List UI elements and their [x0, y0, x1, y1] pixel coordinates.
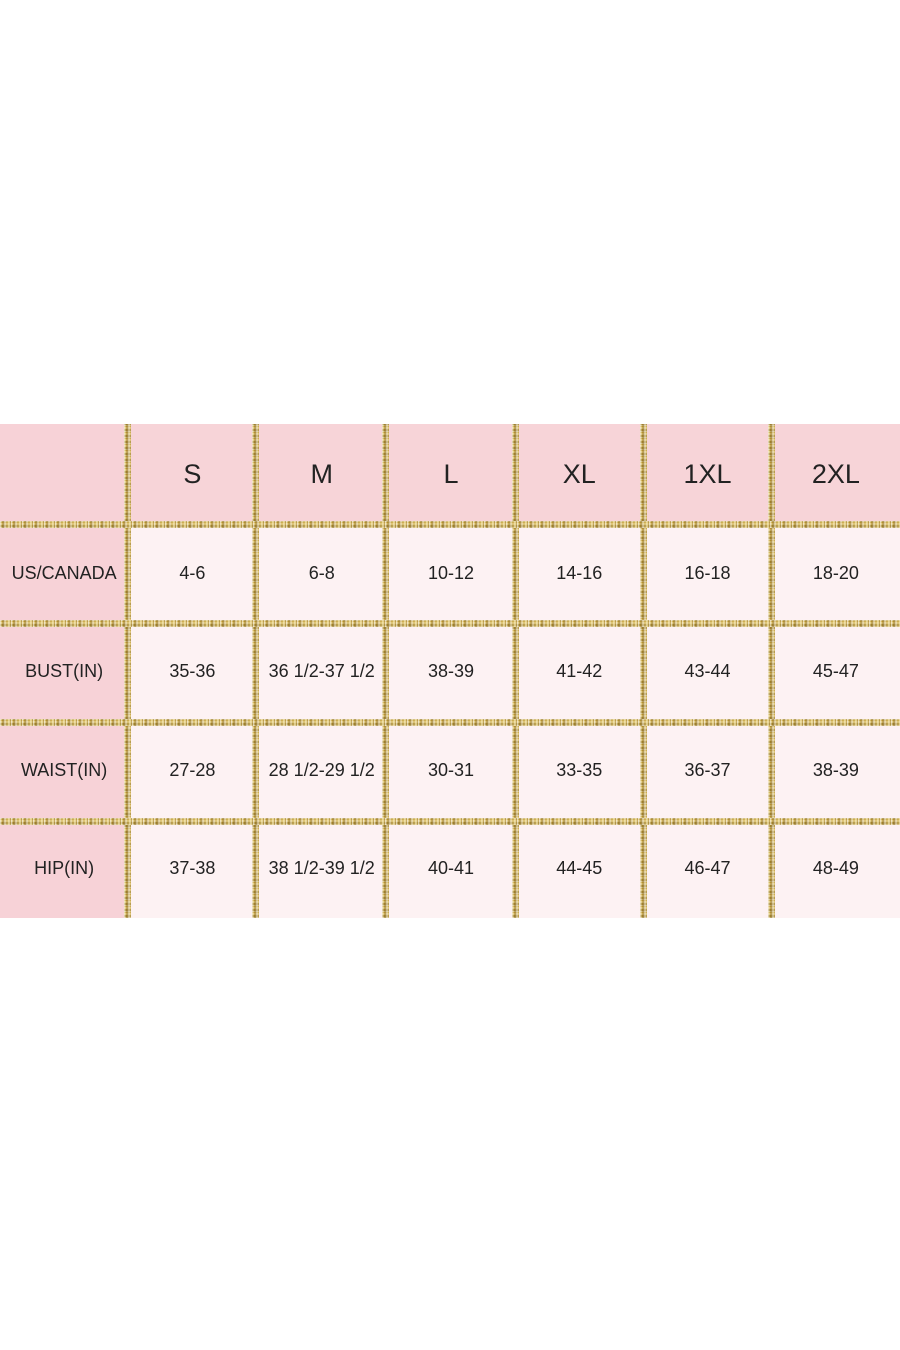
table-cell: 27-28: [128, 721, 256, 819]
table-cell: 33-35: [515, 721, 643, 819]
table-cell: 46-47: [643, 820, 771, 918]
table-cell: 38 1/2-39 1/2: [257, 820, 387, 918]
table-cell: 16-18: [643, 524, 771, 622]
table-cell: 28 1/2-29 1/2: [257, 721, 387, 819]
table-cell: 43-44: [643, 623, 771, 721]
table-header-row: [0, 424, 900, 524]
size-chart-container: [0, 424, 900, 918]
table-cell: 37-38: [128, 820, 256, 918]
column-header-size: S: [128, 424, 256, 524]
table-cell: 30-31: [387, 721, 515, 819]
table-cell: 10-12: [387, 524, 515, 622]
table-cell: 38-39: [772, 721, 900, 819]
table-cell: 6-8: [257, 524, 387, 622]
table-cell: 4-6: [128, 524, 256, 622]
table-row: [0, 721, 900, 819]
table-cell: 36 1/2-37 1/2: [257, 623, 387, 721]
column-header-size: L: [387, 424, 515, 524]
table-row: [0, 820, 900, 918]
column-header-size: XL: [515, 424, 643, 524]
table-cell: 41-42: [515, 623, 643, 721]
table-row: [0, 524, 900, 622]
row-header-label: HIP(IN): [0, 820, 128, 918]
row-header-label: US/CANADA: [0, 524, 128, 622]
table-cell: 36-37: [643, 721, 771, 819]
table-cell: 40-41: [387, 820, 515, 918]
table-cell: 14-16: [515, 524, 643, 622]
row-header-label: WAIST(IN): [0, 721, 128, 819]
table-cell: 45-47: [772, 623, 900, 721]
column-header-size: 2XL: [772, 424, 900, 524]
table-cell: 48-49: [772, 820, 900, 918]
size-chart-table: [0, 424, 900, 918]
table-cell: 35-36: [128, 623, 256, 721]
table-cell: 18-20: [772, 524, 900, 622]
table-cell: 38-39: [387, 623, 515, 721]
table-row: [0, 623, 900, 721]
table-cell: 44-45: [515, 820, 643, 918]
column-header-size: 1XL: [643, 424, 771, 524]
table-corner-cell: [0, 424, 128, 524]
column-header-size: M: [257, 424, 387, 524]
row-header-label: BUST(IN): [0, 623, 128, 721]
